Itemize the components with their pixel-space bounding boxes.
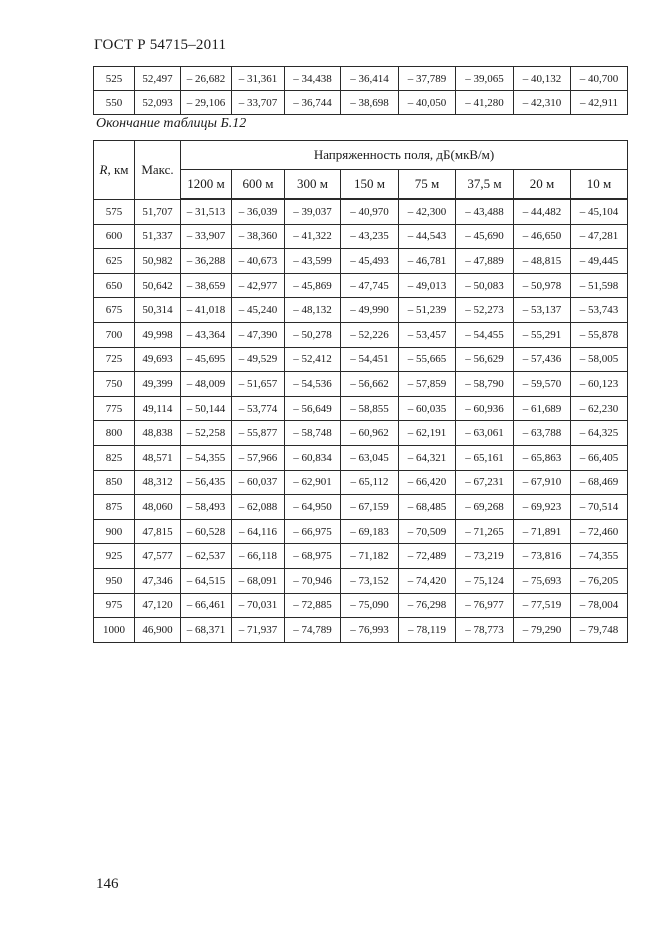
table-cell: – 71,891 [514, 519, 571, 544]
table-cell: – 52,226 [341, 322, 399, 347]
table-cell: 725 [94, 347, 135, 372]
table-cell: – 61,689 [514, 396, 571, 421]
table-cell: – 51,598 [571, 273, 628, 298]
table-cell: – 75,693 [514, 568, 571, 593]
table-row [94, 372, 628, 397]
table-cell: – 45,240 [232, 298, 285, 323]
table-cell: – 56,435 [181, 470, 232, 495]
table-row [94, 519, 628, 544]
table-cell: – 70,514 [571, 495, 628, 520]
table-row [94, 470, 628, 495]
table-cell: – 66,420 [399, 470, 456, 495]
table-cell: – 36,414 [341, 67, 399, 91]
table-cell: – 66,405 [571, 445, 628, 470]
table-cell: – 66,461 [181, 593, 232, 618]
table-cell: – 75,124 [456, 568, 514, 593]
table-cell: – 40,050 [399, 91, 456, 115]
column-header: 10 м [571, 170, 628, 200]
page-number: 146 [96, 876, 119, 892]
table-cell: – 51,239 [399, 298, 456, 323]
table-cell: – 36,039 [232, 199, 285, 224]
table-cell: – 65,863 [514, 445, 571, 470]
column-header: 150 м [341, 170, 399, 200]
table-cell: – 49,013 [399, 273, 456, 298]
table-cell: – 72,460 [571, 519, 628, 544]
table-cell: – 76,993 [341, 618, 399, 643]
table-cell: – 47,281 [571, 224, 628, 249]
table-cell: – 46,781 [399, 249, 456, 274]
table-cell: – 34,438 [285, 67, 341, 91]
table-cell: – 67,910 [514, 470, 571, 495]
table-cell: – 68,485 [399, 495, 456, 520]
table-cell: – 60,528 [181, 519, 232, 544]
table-cell: 925 [94, 544, 135, 569]
table-cell: – 54,455 [456, 322, 514, 347]
table-cell: – 69,268 [456, 495, 514, 520]
table-cell: 1000 [94, 618, 135, 643]
table-cell: – 49,990 [341, 298, 399, 323]
table-cell: 51,707 [135, 199, 181, 224]
table-cell: 47,120 [135, 593, 181, 618]
table-cell: – 68,975 [285, 544, 341, 569]
table-cell: 49,399 [135, 372, 181, 397]
table-cell: – 76,205 [571, 568, 628, 593]
table-cell: – 78,004 [571, 593, 628, 618]
table-cell: 650 [94, 273, 135, 298]
field-strength-table-body [94, 199, 628, 642]
table-row [94, 544, 628, 569]
table-cell: – 71,265 [456, 519, 514, 544]
table-cell: – 45,104 [571, 199, 628, 224]
table-cell: 825 [94, 445, 135, 470]
table-cell: – 63,061 [456, 421, 514, 446]
table-cell: – 46,650 [514, 224, 571, 249]
table-cell: – 79,748 [571, 618, 628, 643]
table-cell: 52,497 [135, 67, 181, 91]
table-cell: – 64,950 [285, 495, 341, 520]
table-cell: – 71,182 [341, 544, 399, 569]
table-cell: – 68,469 [571, 470, 628, 495]
table-row [94, 618, 628, 643]
table-cell: – 54,536 [285, 372, 341, 397]
table-cell: 600 [94, 224, 135, 249]
table-cell: – 73,219 [456, 544, 514, 569]
table-cell: – 65,112 [341, 470, 399, 495]
table-cell: 850 [94, 470, 135, 495]
table-cell: – 73,816 [514, 544, 571, 569]
table-cell: – 60,834 [285, 445, 341, 470]
table-cell: 675 [94, 298, 135, 323]
table-cell: – 49,529 [232, 347, 285, 372]
table-row [94, 322, 628, 347]
table-cell: 48,060 [135, 495, 181, 520]
table-cell: – 60,936 [456, 396, 514, 421]
table-cell: – 78,119 [399, 618, 456, 643]
table-cell: – 64,321 [399, 445, 456, 470]
table-cell: – 71,937 [232, 618, 285, 643]
table-cell: – 38,360 [232, 224, 285, 249]
table-cell: 50,982 [135, 249, 181, 274]
table-cell: – 67,159 [341, 495, 399, 520]
table-cell: 49,114 [135, 396, 181, 421]
table-cell: 51,337 [135, 224, 181, 249]
table-cell: 975 [94, 593, 135, 618]
table-cell: – 64,515 [181, 568, 232, 593]
document-header: ГОСТ Р 54715–2011 [94, 37, 227, 53]
table-cell: – 78,773 [456, 618, 514, 643]
table-cell: – 56,662 [341, 372, 399, 397]
table-cell: 49,693 [135, 347, 181, 372]
table-cell: – 31,361 [232, 67, 285, 91]
table-cell: – 67,231 [456, 470, 514, 495]
table-cell: – 55,877 [232, 421, 285, 446]
r-symbol: R [99, 161, 108, 177]
table-cell: – 48,132 [285, 298, 341, 323]
table-cell: – 44,543 [399, 224, 456, 249]
table-row [94, 298, 628, 323]
table-cell: – 39,037 [285, 199, 341, 224]
table-cell: – 43,364 [181, 322, 232, 347]
table-cell: – 57,966 [232, 445, 285, 470]
table-cell: – 58,790 [456, 372, 514, 397]
table-cell: – 62,191 [399, 421, 456, 446]
table-cell: – 36,288 [181, 249, 232, 274]
table-cell: – 62,230 [571, 396, 628, 421]
table-cell: 49,998 [135, 322, 181, 347]
table-cell: – 74,420 [399, 568, 456, 593]
table-cell: – 62,537 [181, 544, 232, 569]
table-cell: – 64,116 [232, 519, 285, 544]
distance-column-header [94, 141, 135, 200]
table-cell: 46,900 [135, 618, 181, 643]
table-cell: – 70,946 [285, 568, 341, 593]
table-cell: – 48,009 [181, 372, 232, 397]
table-row [94, 199, 628, 224]
table-cell: 48,571 [135, 445, 181, 470]
table-cell: – 50,083 [456, 273, 514, 298]
table-cell: – 41,018 [181, 298, 232, 323]
table-cell: – 63,788 [514, 421, 571, 446]
table-cell: 750 [94, 372, 135, 397]
table-caption: Окончание таблицы Б.12 [96, 116, 247, 131]
table-cell: 550 [94, 91, 135, 115]
table-cell: – 39,065 [456, 67, 514, 91]
table-cell: – 42,911 [571, 91, 628, 115]
table-cell: – 36,744 [285, 91, 341, 115]
table-cell: – 75,090 [341, 593, 399, 618]
table-cell: – 53,774 [232, 396, 285, 421]
table-cell: – 50,978 [514, 273, 571, 298]
table-row [94, 347, 628, 372]
table-cell: – 58,855 [341, 396, 399, 421]
continuation-table [93, 66, 628, 115]
table-cell: – 57,436 [514, 347, 571, 372]
table-cell: – 45,869 [285, 273, 341, 298]
table-cell: – 54,355 [181, 445, 232, 470]
table-cell: – 40,700 [571, 67, 628, 91]
column-header: 20 м [514, 170, 571, 200]
table-cell: – 33,707 [232, 91, 285, 115]
table-cell: – 53,743 [571, 298, 628, 323]
table-cell: – 42,977 [232, 273, 285, 298]
table-cell: – 69,923 [514, 495, 571, 520]
table-cell: – 47,889 [456, 249, 514, 274]
table-cell: – 29,106 [181, 91, 232, 115]
table-cell: – 58,748 [285, 421, 341, 446]
table-cell: – 74,355 [571, 544, 628, 569]
table-cell: – 62,901 [285, 470, 341, 495]
table-cell: – 33,907 [181, 224, 232, 249]
table-cell: – 63,045 [341, 445, 399, 470]
table-cell: 575 [94, 199, 135, 224]
table-cell: 50,642 [135, 273, 181, 298]
table-cell: – 41,322 [285, 224, 341, 249]
table-cell: – 52,258 [181, 421, 232, 446]
table-cell: – 40,970 [341, 199, 399, 224]
table-cell: – 53,137 [514, 298, 571, 323]
table-cell: – 74,789 [285, 618, 341, 643]
table-cell: – 45,493 [341, 249, 399, 274]
table-cell: – 64,325 [571, 421, 628, 446]
table-cell: – 72,489 [399, 544, 456, 569]
field-strength-table [93, 140, 628, 643]
table-cell: 47,346 [135, 568, 181, 593]
table-cell: – 40,673 [232, 249, 285, 274]
table-row [94, 396, 628, 421]
table-cell: – 37,789 [399, 67, 456, 91]
table-cell: 900 [94, 519, 135, 544]
table-cell: – 41,280 [456, 91, 514, 115]
table-cell: – 55,665 [399, 347, 456, 372]
table-cell: – 52,412 [285, 347, 341, 372]
table-cell: – 60,962 [341, 421, 399, 446]
table-cell: – 43,235 [341, 224, 399, 249]
table-cell: – 59,570 [514, 372, 571, 397]
continuation-table-body [94, 67, 628, 115]
table-row [94, 593, 628, 618]
table-cell: – 50,278 [285, 322, 341, 347]
table-cell: 775 [94, 396, 135, 421]
table-cell: – 55,291 [514, 322, 571, 347]
column-header: 1200 м [181, 170, 232, 200]
table-cell: – 53,457 [399, 322, 456, 347]
table-cell: – 58,493 [181, 495, 232, 520]
table-cell: – 45,695 [181, 347, 232, 372]
table-cell: – 79,290 [514, 618, 571, 643]
table-row [94, 445, 628, 470]
table-cell: 525 [94, 67, 135, 91]
table-cell: – 76,977 [456, 593, 514, 618]
table-cell: 48,838 [135, 421, 181, 446]
table-cell: 47,815 [135, 519, 181, 544]
table-cell: – 73,152 [341, 568, 399, 593]
table-cell: – 52,273 [456, 298, 514, 323]
table-cell: – 66,975 [285, 519, 341, 544]
table-cell: – 26,682 [181, 67, 232, 91]
table-cell: 700 [94, 322, 135, 347]
table-cell: 800 [94, 421, 135, 446]
table-cell: – 40,132 [514, 67, 571, 91]
table-row [94, 67, 628, 91]
table-cell: – 54,451 [341, 347, 399, 372]
table-cell: – 47,745 [341, 273, 399, 298]
table-cell: – 76,298 [399, 593, 456, 618]
table-row [94, 249, 628, 274]
table-cell: – 60,035 [399, 396, 456, 421]
table-row [94, 91, 628, 115]
column-header: 300 м [285, 170, 341, 200]
table-cell: – 43,599 [285, 249, 341, 274]
table-cell: – 66,118 [232, 544, 285, 569]
table-cell: – 57,859 [399, 372, 456, 397]
table-cell: 52,093 [135, 91, 181, 115]
column-header: 75 м [399, 170, 456, 200]
table-cell: – 38,698 [341, 91, 399, 115]
table-cell: – 38,659 [181, 273, 232, 298]
table-cell: – 77,519 [514, 593, 571, 618]
table-cell: – 51,657 [232, 372, 285, 397]
r-unit: , км [107, 161, 129, 177]
table-cell: – 45,690 [456, 224, 514, 249]
table-cell: – 42,300 [399, 199, 456, 224]
table-cell: 950 [94, 568, 135, 593]
table-row [94, 273, 628, 298]
table-cell: 48,312 [135, 470, 181, 495]
table-cell: – 62,088 [232, 495, 285, 520]
max-column-header: Макс. [135, 141, 181, 200]
table-row [94, 224, 628, 249]
table-cell: – 47,390 [232, 322, 285, 347]
table-cell: 47,577 [135, 544, 181, 569]
table-cell: – 58,005 [571, 347, 628, 372]
table-cell: – 56,629 [456, 347, 514, 372]
table-cell: – 60,037 [232, 470, 285, 495]
table-cell: – 48,815 [514, 249, 571, 274]
table-cell: – 56,649 [285, 396, 341, 421]
table-cell: – 68,371 [181, 618, 232, 643]
table-cell: 50,314 [135, 298, 181, 323]
table-cell: – 31,513 [181, 199, 232, 224]
table-cell: – 69,183 [341, 519, 399, 544]
table-cell: – 44,482 [514, 199, 571, 224]
table-cell: – 42,310 [514, 91, 571, 115]
table-row [94, 495, 628, 520]
table-cell: – 50,144 [181, 396, 232, 421]
column-header: 37,5 м [456, 170, 514, 200]
table-cell: – 43,488 [456, 199, 514, 224]
table-cell: 625 [94, 249, 135, 274]
table-row [94, 568, 628, 593]
table-row [94, 421, 628, 446]
table-cell: 875 [94, 495, 135, 520]
table-cell: – 70,031 [232, 593, 285, 618]
field-strength-group-header: Напряженность поля, дБ(мкВ/м) [181, 141, 628, 170]
table-cell: – 72,885 [285, 593, 341, 618]
table-cell: – 49,445 [571, 249, 628, 274]
table-cell: – 70,509 [399, 519, 456, 544]
table-cell: – 60,123 [571, 372, 628, 397]
table-cell: – 55,878 [571, 322, 628, 347]
column-header: 600 м [232, 170, 285, 200]
table-cell: – 68,091 [232, 568, 285, 593]
table-cell: – 65,161 [456, 445, 514, 470]
